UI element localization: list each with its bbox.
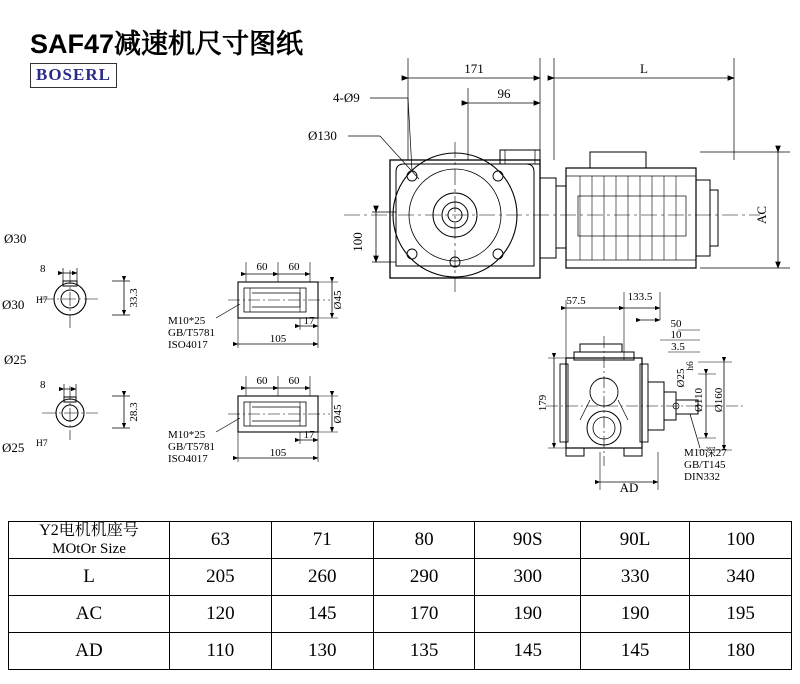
cell-L-63: 205 bbox=[170, 559, 272, 596]
cell-AD-90L: 145 bbox=[581, 633, 690, 670]
motor-size-cell: 90L bbox=[581, 522, 690, 559]
cell-AC-90L: 190 bbox=[581, 596, 690, 633]
dim-shaft-25-fit: h6 bbox=[686, 361, 696, 371]
dim-179: 179 bbox=[537, 394, 549, 412]
dim-60-b-top: 60 bbox=[288, 261, 300, 273]
dim-key-width-bottom: 8 bbox=[40, 379, 46, 391]
cell-L-90L: 330 bbox=[581, 559, 690, 596]
dim-D110: Ø110 bbox=[693, 387, 705, 413]
motor-size-cell: 100 bbox=[690, 522, 792, 559]
dim-100: 100 bbox=[350, 232, 365, 252]
dim-60-b-bottom: 60 bbox=[288, 375, 300, 387]
dimension-table bbox=[8, 521, 792, 670]
dim-AC: AC bbox=[754, 205, 769, 225]
dim-4xD9: 4-Ø9 bbox=[333, 90, 360, 105]
table-header-label bbox=[9, 522, 170, 559]
motor-size-cell: 71 bbox=[271, 522, 373, 559]
note-m10-top-2: GB/T5781 bbox=[168, 327, 216, 339]
dim-96: 96 bbox=[497, 86, 511, 101]
dim-AD: AD bbox=[619, 480, 639, 495]
note-side-1: M10深27 bbox=[684, 447, 727, 459]
dim-D45-bottom: Ø45 bbox=[332, 404, 344, 424]
cell-L-100: 340 bbox=[690, 559, 792, 596]
cell-AC-63: 120 bbox=[170, 596, 272, 633]
note-m10-top-3: ISO4017 bbox=[168, 339, 208, 351]
dim-133-5: 133.5 bbox=[627, 291, 653, 303]
dim-50: 50 bbox=[670, 318, 682, 330]
row-label-AD: AD bbox=[9, 633, 170, 670]
table-header-cn: Y2电机机座号 bbox=[39, 522, 139, 540]
table-row bbox=[9, 633, 792, 670]
label-shaft-bottom-dia: Ø25 bbox=[4, 352, 27, 367]
row-label-AC: AC bbox=[9, 596, 170, 633]
dim-D160: Ø160 bbox=[713, 387, 725, 413]
label-bore-bottom-fit: H7 bbox=[36, 439, 48, 449]
dim-key-height-bottom: 28.3 bbox=[128, 402, 140, 422]
cell-L-80: 290 bbox=[373, 559, 475, 596]
dim-key-width-top: 8 bbox=[40, 263, 46, 275]
cell-L-71: 260 bbox=[271, 559, 373, 596]
dim-3-5: 3.5 bbox=[671, 341, 685, 353]
note-m10-bottom-1: M10*25 bbox=[168, 429, 206, 441]
label-bore-top-fit: H7 bbox=[36, 296, 48, 306]
dim-60-a-bottom: 60 bbox=[256, 375, 268, 387]
dim-D130: Ø130 bbox=[308, 128, 337, 143]
note-side-2: GB/T145 bbox=[684, 459, 726, 471]
page-title: SAF47减速机尺寸图纸 bbox=[30, 29, 304, 59]
dim-171: 171 bbox=[464, 61, 484, 76]
dim-57-5: 57.5 bbox=[566, 295, 586, 307]
dim-60-a-top: 60 bbox=[256, 261, 268, 273]
label-bore-bottom: Ø25 bbox=[2, 440, 25, 455]
dim-L: L bbox=[640, 61, 648, 76]
table-row bbox=[9, 559, 792, 596]
cell-L-90S: 300 bbox=[475, 559, 581, 596]
cell-AC-90S: 190 bbox=[475, 596, 581, 633]
dim-17-top: 17 bbox=[303, 315, 315, 327]
table-header-en: MOtOr Size bbox=[52, 540, 126, 557]
brand-logo: BOSERL bbox=[30, 63, 117, 88]
table-row bbox=[9, 596, 792, 633]
note-m10-bottom-3: ISO4017 bbox=[168, 453, 208, 465]
dim-shaft-25: Ø25 bbox=[675, 368, 687, 388]
cell-AD-90S: 145 bbox=[475, 633, 581, 670]
motor-size-cell: 63 bbox=[170, 522, 272, 559]
dim-105-top: 105 bbox=[269, 333, 287, 345]
label-shaft-top-dia: Ø30 bbox=[4, 231, 27, 246]
cell-AD-63: 110 bbox=[170, 633, 272, 670]
cell-AC-71: 145 bbox=[271, 596, 373, 633]
dim-D45-top: Ø45 bbox=[332, 290, 344, 310]
dim-10: 10 bbox=[670, 329, 682, 341]
cell-AC-100: 195 bbox=[690, 596, 792, 633]
cell-AD-100: 180 bbox=[690, 633, 792, 670]
motor-size-cell: 80 bbox=[373, 522, 475, 559]
note-side-3: DIN332 bbox=[684, 471, 721, 483]
cell-AD-80: 135 bbox=[373, 633, 475, 670]
note-m10-top-1: M10*25 bbox=[168, 315, 206, 327]
label-bore-top: Ø30 bbox=[2, 297, 25, 312]
cell-AD-71: 130 bbox=[271, 633, 373, 670]
cell-AC-80: 170 bbox=[373, 596, 475, 633]
row-label-L: L bbox=[9, 559, 170, 596]
note-m10-bottom-2: GB/T5781 bbox=[168, 441, 216, 453]
dim-key-height-top: 33.3 bbox=[128, 288, 140, 308]
table-header-row bbox=[9, 522, 792, 559]
dim-17-bottom: 17 bbox=[303, 429, 315, 441]
dim-105-bottom: 105 bbox=[269, 447, 287, 459]
motor-size-cell: 90S bbox=[475, 522, 581, 559]
